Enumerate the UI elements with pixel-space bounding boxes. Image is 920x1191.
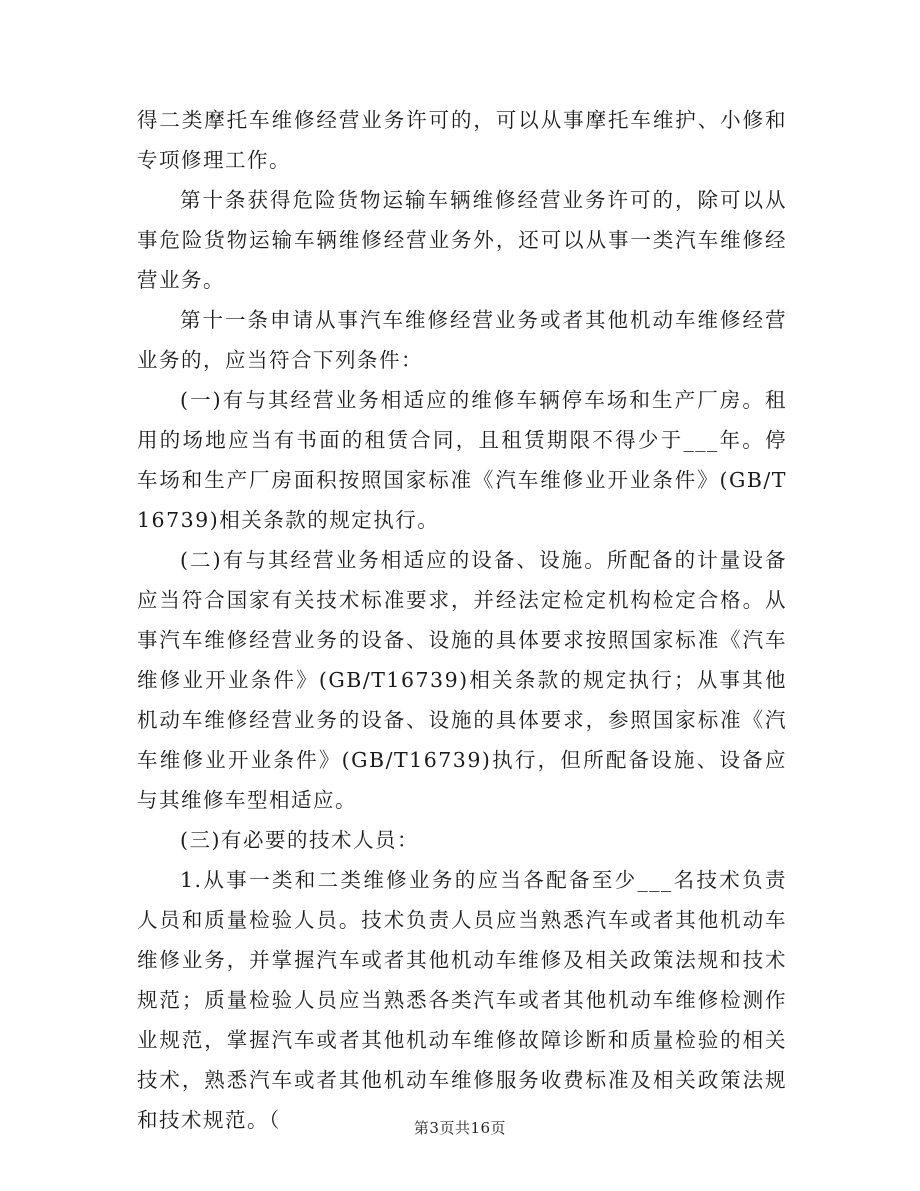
paragraph-article-10: 第十条获得危险货物运输车辆维修经营业务许可的，除可以从事危险货物运输车辆维修经营业务外，还可以从事一类汽车维修经营业务。 [137, 188, 787, 292]
paragraph-article-11: 第十一条申请从事汽车维修经营业务或者其他机动车维修经营业务的，应当符合下列条件： [137, 308, 787, 372]
document-body [137, 100, 787, 1140]
paragraph-condition-3: (三)有必要的技术人员： [180, 828, 419, 852]
paragraph-condition-2: (二)有与其经营业务相适应的设备、设施。所配备的计量设备应当符合国家有关技术标准要求，并经法定检定机构检定合格。从事汽车维修经营业务的设备、设施的具体要求按照国家标准《汽车维修业开业条件》(GB/T16739)相关条款的规定执行；从事其他机动车维修经营业务的设备、设施的具体要求，参照国家标准《汽车维修业开业条件》(GB/T16739)执行，但所配备设施、设备应与其维修车型相适应。 [137, 548, 787, 812]
paragraph-continuation: 得二类摩托车维修经营业务许可的，可以从事摩托车维护、小修和专项修理工作。 [137, 108, 787, 172]
paragraph-item-1: 1.从事一类和二类维修业务的应当各配备至少___名技术负责人员和质量检验人员。技术负责人员应当熟悉汽车或者其他机动车维修业务，并掌握汽车或者其他机动车维修及相关政策法规和技术规范；质量检验人员应当熟悉各类汽车或者其他机动车维修检测作业规范，掌握汽车或者其他机动车维修故障诊断和质量检验的相关技术，熟悉汽车或者其他机动车维修服务收费标准及相关政策法规和技术规范。（ [137, 868, 787, 1132]
page-number: 第3页共16页 [413, 1119, 507, 1137]
paragraph-condition-1: (一)有与其经营业务相适应的维修车辆停车场和生产厂房。租用的场地应当有书面的租赁合同，且租赁期限不得少于___年。停车场和生产厂房面积按照国家标准《汽车维修业开业条件》(GB/T16739)相关条款的规定执行。 [137, 388, 787, 532]
